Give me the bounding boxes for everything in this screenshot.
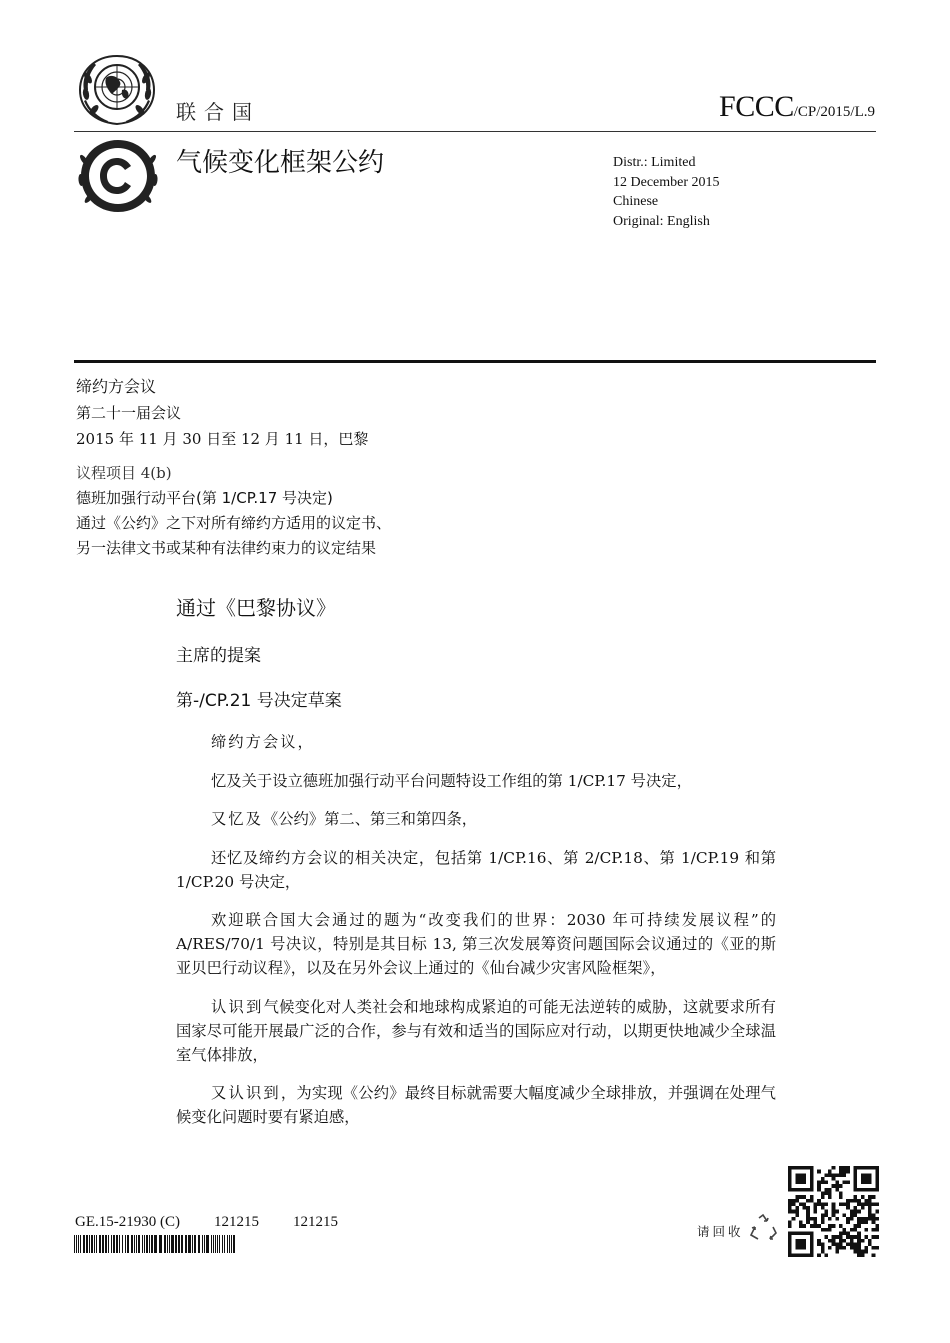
paragraph-text: 气候变化对人类社会和地球构成紧迫的可能无法逆转的威胁，这就要求所有国家尽可能开展最广泛的合作，参与有效和适当的国际应对行动，以期更快地减少全球温室气体排放， [176, 997, 776, 1064]
agenda-platform: 德班加强行动平台(第 1/CP.17 号决定) [76, 489, 333, 507]
paragraph-lead: 缔约方会议， [211, 733, 315, 751]
paragraph-text: 缔约方会议的相关决定，包括第 1/CP.16、第 2/CP.18、第 1/CP.19 和第 1/CP.20 号决定， [176, 848, 776, 891]
preamble-paragraph [176, 769, 776, 793]
paragraph-lead: 还忆及 [211, 848, 259, 867]
preamble-paragraph [176, 846, 776, 894]
preamble-paragraph [176, 730, 776, 754]
paragraph-lead: 欢迎 [211, 911, 246, 929]
issue-date: 12 December 2015 [613, 174, 720, 190]
paragraph-lead: 又忆及 [211, 810, 263, 828]
paragraph-text: 关于设立德班加强行动平台问题特设工作组的第 1/CP.17 号决定， [241, 771, 692, 790]
document-symbol [719, 90, 875, 124]
date-code-2: 121215 [293, 1214, 338, 1230]
job-number: GE.15-21930 (C) [75, 1214, 180, 1230]
preamble-paragraph [176, 908, 776, 980]
agenda-title-line1: 通过《公约》之下对所有缔约方适用的议定书、 [76, 514, 392, 532]
paragraph-text: 《公约》第二、第三和第四条， [262, 810, 478, 828]
preamble-paragraph [176, 995, 776, 1067]
section-divider [74, 360, 876, 363]
proposal-heading: 主席的提案 [176, 646, 261, 666]
distribution-status: Distr.: Limited [613, 155, 696, 170]
paragraph-lead: 忆及 [211, 771, 242, 790]
recycle-icon [748, 1213, 778, 1243]
preamble-paragraph [176, 1081, 776, 1129]
qr-code-icon [788, 1166, 879, 1257]
document-title: 通过《巴黎协议》 [176, 596, 336, 620]
paragraph-text: ，为实现《公约》最终目标就需要大幅度减少全球排放，并强调在处理气候变化问题时要有紧迫感， [176, 1084, 776, 1126]
barcode-icon [74, 1235, 236, 1253]
paragraph-lead: 又认识到 [211, 1084, 281, 1102]
preamble-body [176, 730, 776, 1144]
session-dates: 2015 年 11 月 30 日至 12 月 11 日，巴黎 [76, 430, 369, 448]
agenda-title-line2: 另一法律文书或某种有法律约束力的议定结果 [76, 539, 377, 557]
agenda-item: 议程项目 4(b) [76, 464, 172, 482]
header-divider [74, 131, 876, 132]
distribution-block [613, 153, 720, 231]
recycle-label: 请回收 [697, 1224, 744, 1239]
original-language: Original: English [613, 213, 710, 229]
session-block [76, 374, 368, 452]
job-number-line [75, 1214, 338, 1231]
session-body: 缔约方会议 [76, 377, 157, 396]
preamble-paragraph [176, 807, 776, 831]
organization-name: 联合国 [176, 100, 260, 124]
doc-symbol-prefix: FCCC [719, 90, 794, 123]
convention-name: 气候变化框架公约 [176, 148, 385, 178]
doc-symbol-suffix: /CP/2015/L.9 [793, 104, 875, 120]
session-number: 第二十一届会议 [76, 404, 182, 422]
paragraph-lead: 认识到 [211, 997, 264, 1016]
document-language: Chinese [613, 194, 659, 209]
un-emblem-icon [72, 50, 162, 128]
agenda-block [76, 461, 391, 561]
date-code-1: 121215 [214, 1214, 259, 1230]
draft-decision-heading: 第-/CP.21 号决定草案 [176, 691, 342, 711]
paragraph-text: 联合国大会通过的题为“改变我们的世界：2030 年可持续发展议程”的 A/RES/70/1 号决议，特别是其目标 13, 第三次发展筹资问题国际会议通过的《亚的斯亚贝巴行动议程》，以及在另外会议上通过的《仙台减少灾害风险框架》， [176, 911, 776, 977]
unfccc-logo-icon [75, 136, 161, 216]
